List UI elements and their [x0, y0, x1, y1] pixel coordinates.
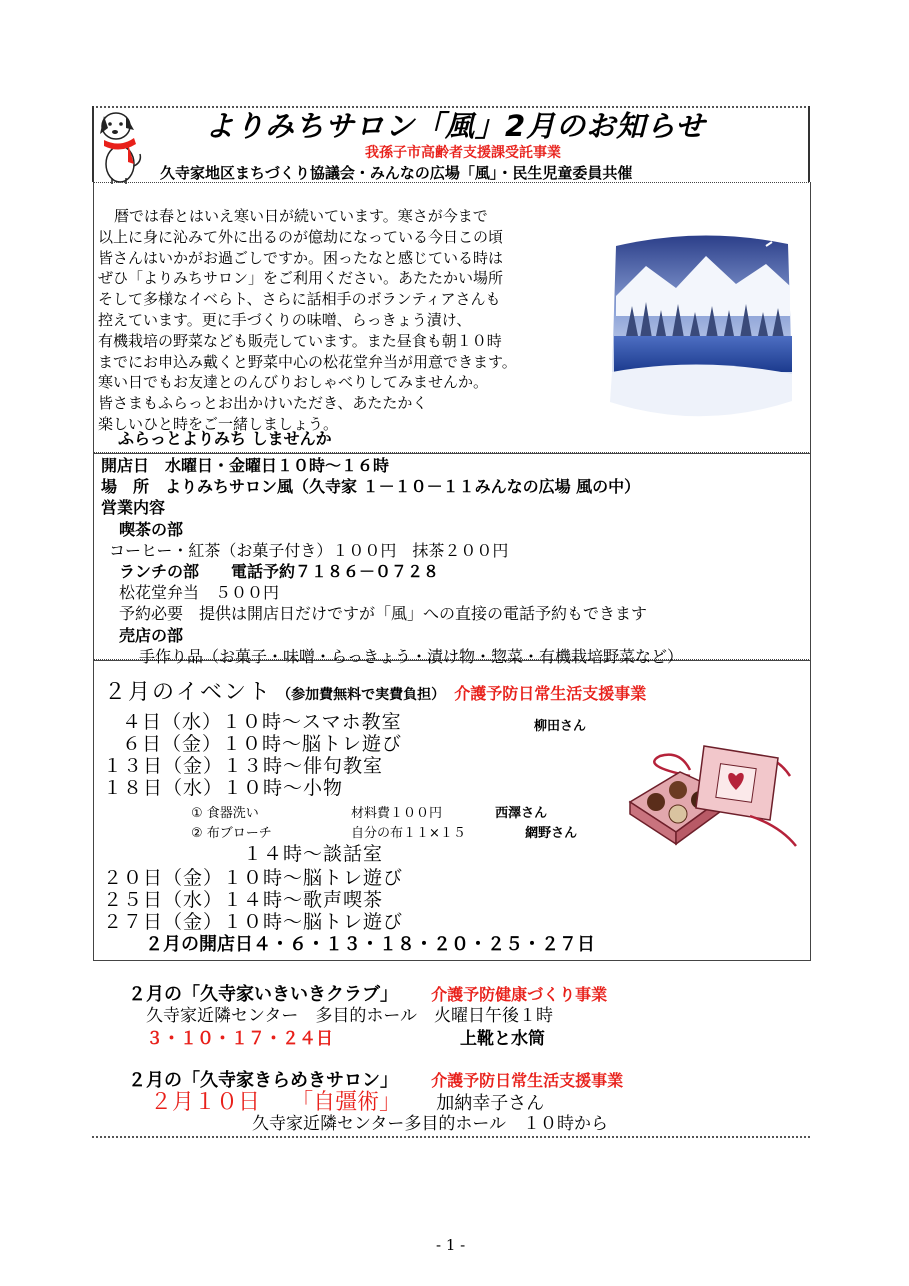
- sub-item-name: 食器洗い: [206, 806, 259, 821]
- sub-item-name: 布ブローチ: [206, 826, 272, 841]
- intro-line: 寒い日でもお友達とのんびりおしゃべりしてみませんか。: [98, 373, 489, 392]
- info-bento: 松花堂弁当 ５００円: [119, 583, 280, 603]
- winter-landscape-icon: [606, 226, 796, 432]
- event-item: ２７日（金）１０時～脳トレ遊び: [103, 911, 404, 933]
- header-right-border: [808, 106, 810, 182]
- event-item: １４時～談話室: [243, 843, 384, 865]
- intro-line: 皆さまもふらっとお出かけいただき、あたたかく: [98, 394, 428, 413]
- event-item: ６日（金）１０時～脳トレ遊び: [122, 733, 403, 755]
- info-open-days: 開店日 水曜日・金曜日１０時～１６時: [101, 456, 390, 475]
- page-number: - 1 -: [436, 1236, 466, 1254]
- info-location: 場 所 よりみちサロン風（久寺家 １－１０－１１みんなの広場 風の中）: [101, 477, 641, 497]
- info-business: 営業内容: [101, 498, 166, 518]
- intro-line: 以上に身に沁みて外に出るのが億劫になっている今日この頃: [98, 227, 504, 246]
- events-heading: ２月のイベント: [104, 680, 273, 705]
- intro-line: そして多様なイベらト、さらに話相手のボランティアさんも: [98, 290, 501, 309]
- bottom-border: [92, 1136, 810, 1138]
- sub-item-num: ①: [191, 806, 203, 821]
- intro-slogan: ふらっとよりみち しませんか: [118, 429, 332, 448]
- club-bring: 上靴と水筒: [460, 1029, 545, 1049]
- sub-item-num: ②: [191, 826, 203, 841]
- events-open-days: ２月の開店日４・６・１３・１８・２０・２５・２７日: [145, 934, 595, 955]
- club-dates: ３・１０・１７・２４日: [146, 1029, 333, 1049]
- info-shop-items: 手作り品（お菓子・味噌・らっきょう・漬け物・惣菜・有機栽培野菜など）: [139, 646, 684, 666]
- club-title: ２月の「久寺家いきいきクラブ」: [128, 984, 398, 1005]
- page-subtitle: 我孫子市高齢者支援課受託事業: [365, 145, 561, 161]
- sub-item-teacher: 網野さん: [525, 826, 578, 841]
- sub-item-cost: 自分の布１１×１５: [350, 826, 466, 841]
- intro-line: 皆さんはいかがお過ごしですか。困ったなと感じている時は: [98, 248, 504, 267]
- info-section: [101, 455, 683, 667]
- event-item: ２５日（水）１４時～歌声喫茶: [103, 889, 384, 911]
- club-program: 介護予防健康づくり事業: [431, 985, 608, 1004]
- events-program: 介護予防日常生活支援事業: [454, 684, 647, 703]
- salon-location: 久寺家近隣センター多目的ホール １０時から: [252, 1114, 608, 1134]
- sub-item-cost: 材料費１００円: [350, 806, 442, 821]
- events-heading-row: [104, 680, 646, 708]
- salon-program: 介護予防日常生活支援事業: [431, 1071, 624, 1090]
- events-note: （参加費無料で実費負担）: [277, 687, 446, 703]
- intro-line: 楽しいひと時をご一緒しましょう。: [98, 414, 339, 433]
- event-item: １８日（水）１０時～小物: [103, 777, 344, 799]
- event-item: ４日（水）１０時～スマホ教室: [122, 711, 402, 733]
- info-shop: 売店の部: [119, 625, 184, 645]
- event-teacher: 柳田さん: [534, 719, 587, 734]
- salon-date: ２月１０日: [150, 1090, 261, 1115]
- event-item: １３日（金）１３時～俳句教室: [103, 755, 384, 777]
- club-location: 久寺家近隣センター 多目的ホール 火曜日午後１時: [146, 1006, 553, 1026]
- page-title: よりみちサロン「風」2月のお知らせ: [205, 109, 706, 143]
- sub-item-row: [191, 825, 577, 843]
- intro-line: 暦では春とはいえ寒い日が続いています。寒さが今まで: [114, 207, 488, 225]
- info-cafe-menu: コーヒー・紅茶（お菓子付き）１００円 抹茶２００円: [109, 540, 509, 560]
- salon-lecturer: 加納幸子さん: [436, 1093, 545, 1114]
- intro-line: までにお申込み戴くと野菜中心の松花堂弁当が用意できます。: [98, 352, 517, 371]
- intro-line: 控えています。更に手づくりの味噌、らっきょう漬け、: [98, 310, 472, 329]
- intro-line: 有機栽培の野菜なども販売しています。また昼食も朝１０時: [98, 331, 502, 350]
- info-reservation: 予約必要 提供は開店日だけですが「風」への直接の電話予約もできます: [119, 604, 648, 624]
- sponsor-line: 久寺家地区まちづくり協議会・みんなの広場「風」・民生児童委員共催: [160, 164, 633, 182]
- intro-paragraph: [98, 206, 517, 435]
- info-cafe: 喫茶の部: [119, 519, 184, 539]
- sub-item-teacher: 西澤さん: [495, 806, 548, 821]
- event-item: ２０日（金）１０時～脳トレ遊び: [103, 867, 404, 889]
- salon-title: ２月の「久寺家きらめきサロン」: [128, 1070, 398, 1091]
- info-lunch: ランチの部 電話予約７１８６－０７２８: [119, 562, 440, 582]
- intro-line: ぜひ「よりみちサロン」をご利用ください。あたたかい場所: [98, 269, 504, 288]
- salon-topic: 「自彊術」: [291, 1090, 402, 1115]
- dog-scarf-icon: [94, 104, 146, 186]
- sub-item-row: [191, 805, 547, 823]
- chocolate-box-icon: [620, 736, 800, 856]
